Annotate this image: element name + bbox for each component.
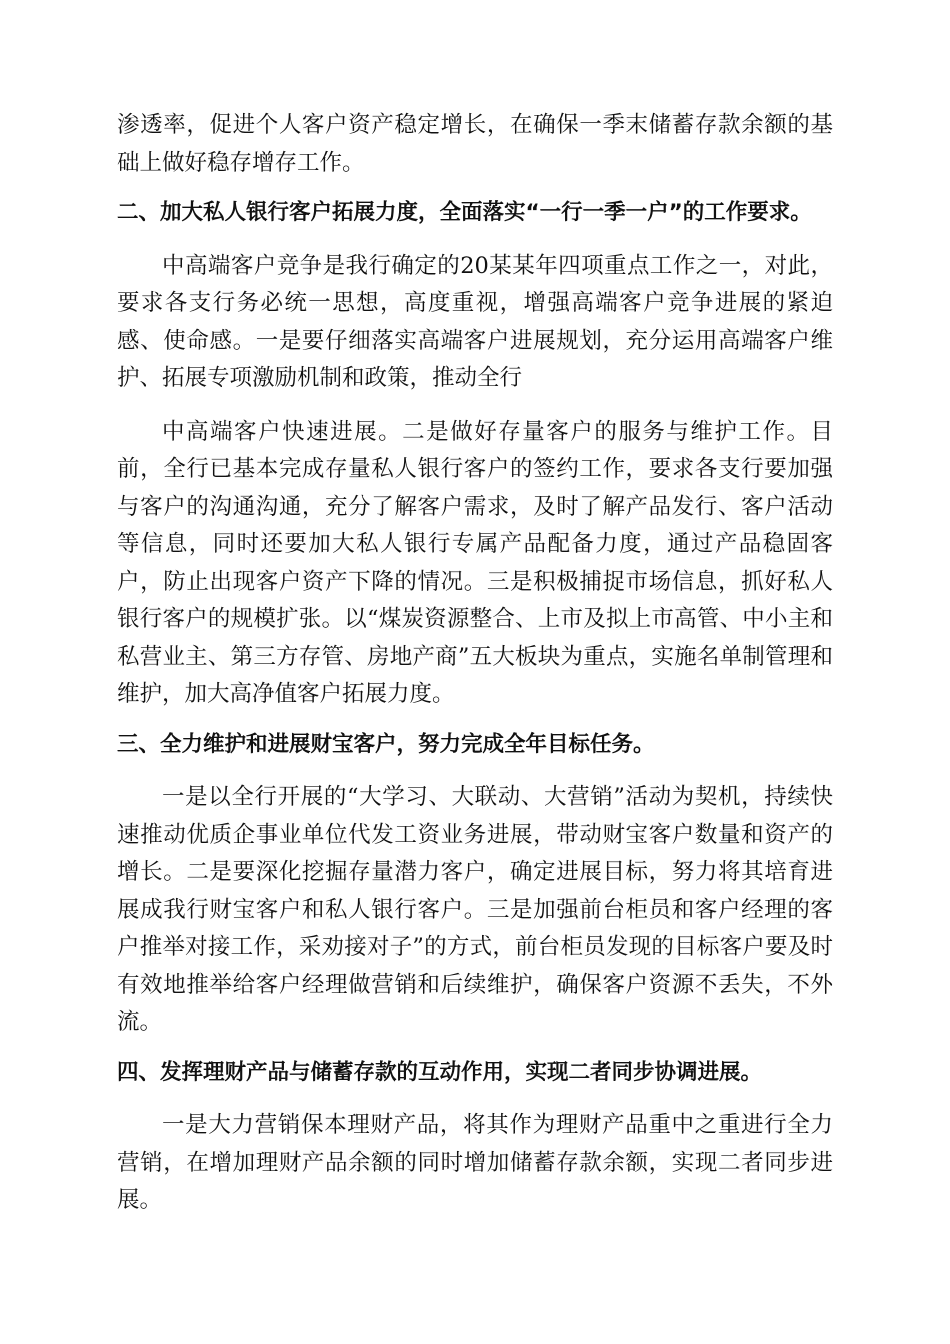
section-heading-2: 二、加大私人银行客户拓展力度，全面落实“一行一季一户”的工作要求。 bbox=[117, 200, 812, 225]
paragraph-section-2-part-2: 中高端客户快速进展。二是做好存量客户的服务与维护工作。目前，全行已基本完成存量私人银行客户的签约工作，要求各支行要加强与客户的沟通沟通，充分了解客户需求，及时了解产品发行、客户活动等信息，同时还要加大私人银行专属产品配备力度，通过产品稳固客户，防止出现客户资产下降的情况。三是积极捕捉市场信息，抓好私人银行客户的规模扩张。以“煤炭资源整合、上市及拟上市高管、中小主和私营业主、第三方存管、房地产商”五大板块为重点，实施名单制管理和维护，加大高净值客户拓展力度。 bbox=[117, 418, 833, 707]
section-heading-3: 三、全力维护和进展财宝客户，努力完成全年目标任务。 bbox=[117, 731, 655, 757]
paragraph-section-3: 一是以全行开展的“大学习、大联动、大营销”活动为契机，持续快速推动优质企事业单位代发工资业务进展，带动财宝客户数量和资产的增长。二是要深化挖掘存量潜力客户，确定进展目标，努力将其培育进展成我行财宝客户和私人银行客户。三是加强前台柜员和客户经理的客户推举对接工作，采劝接对子”的方式，前台柜员发现的目标客户要及时有效地推举给客户经理做营销和后续维护，确保客户资源不丢失，不外流。 bbox=[117, 784, 833, 1035]
paragraph-section-4: 一是大力营销保本理财产品，将其作为理财产品重中之重进行全力营销，在增加理财产品余额的同时增加储蓄存款余额，实现二者同步进展。 bbox=[117, 1112, 833, 1213]
paragraph-intro-continuation: 渗透率，促进个人客户资产稳定增长，在确保一季末储蓄存款余额的基础上做好稳存增存工作。 bbox=[117, 112, 833, 176]
document-body bbox=[117, 107, 833, 1220]
paragraph-section-2-part-1: 中高端客户竞争是我行确定的20某某年四项重点工作之一，对此，要求各支行务必统一思想，高度重视，增强高端客户竞争进展的紧迫感、使命感。一是要仔细落实高端客户进展规划，充分运用高端客户维护、拓展专项激励机制和政策，推动全行 bbox=[117, 252, 833, 391]
section-heading-4: 四、发挥理财产品与储蓄存款的互动作用，实现二者同步协调进展。 bbox=[117, 1059, 763, 1085]
